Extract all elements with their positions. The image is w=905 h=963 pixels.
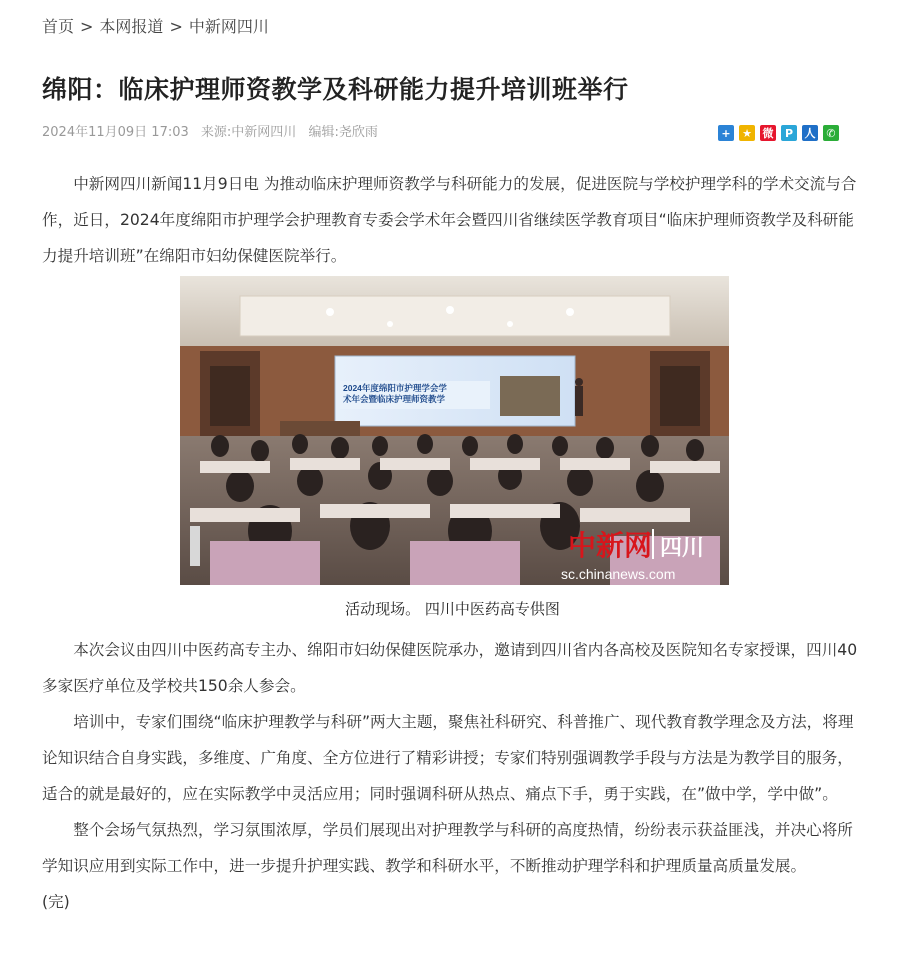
share-toolbar — [718, 125, 839, 141]
article-paragraph: 整个会场气氛热烈，学习氛围浓厚，学员们展现出对护理教学与科研的高度热情，纷纷表示获益匪浅，并决心将所学知识应用到实际工作中，进一步提升护理实践、教学和科研水平，不断推动护理学科和护理质量高质量发展。 — [42, 821, 853, 875]
article-paragraph: 本次会议由四川中医药高专主办、绵阳市妇幼保健医院承办，邀请到四川省内各高校及医院知名专家授课，四川40多家医疗单位及学校共150余人参会。 — [42, 641, 858, 695]
article-meta — [42, 121, 386, 140]
breadcrumb-separator: > — [80, 17, 94, 36]
watermark-url: sc.chinanews.com — [561, 566, 676, 582]
photo-caption: 活动现场。 四川中医药高专供图 — [345, 600, 560, 618]
watermark-region: 四川 — [660, 535, 705, 560]
article-source: 来源:中新网四川 — [200, 125, 297, 140]
article-body-continued — [42, 632, 867, 920]
share-more-icon[interactable]: + — [718, 125, 734, 141]
watermark-brand: 中新网 — [568, 531, 653, 562]
article-paragraph: 中新网四川新闻11月9日电 为推动临床护理师资教学与科研能力的发展，促进医院与学校护理学科的学术交流与合作，近日，2024年度绵阳市护理学会护理教育专委会学术年会暨四川省继续医学教育项目“临床护理师资教学及科研能力提升培训班”在绵阳市妇幼保健医院举行。 — [42, 175, 857, 265]
qzone-icon[interactable]: ★ — [739, 125, 755, 141]
svg-text:2024年度绵阳市护理学会学: 2024年度绵阳市护理学会学 — [343, 383, 447, 393]
article-title: 绵阳：临床护理师资教学及科研能力提升培训班举行 — [42, 75, 629, 104]
breadcrumb-section-link[interactable]: 本网报道 — [99, 17, 164, 36]
svg-text:术年会暨临床护理师资教学: 术年会暨临床护理师资教学 — [343, 394, 446, 404]
article-editor: 编辑:尧欣雨 — [308, 125, 378, 140]
breadcrumb — [42, 14, 269, 37]
wechat-icon[interactable]: ✆ — [823, 125, 839, 141]
breadcrumb-separator: > — [169, 17, 183, 36]
article-photo — [180, 276, 729, 585]
article-body — [42, 166, 867, 274]
weibo-icon[interactable]: 微 — [760, 125, 776, 141]
article-date: 2024年11月09日 17:03 — [42, 125, 189, 140]
tencent-weibo-icon[interactable]: P — [781, 125, 797, 141]
renren-icon[interactable]: 人 — [802, 125, 818, 141]
article-end-mark: (完) — [42, 893, 70, 911]
breadcrumb-home-link[interactable]: 首页 — [42, 17, 75, 36]
breadcrumb-subsection-link[interactable]: 中新网四川 — [188, 17, 269, 36]
article-paragraph: 培训中，专家们围绕“临床护理教学与科研”两大主题，聚焦社科研究、科普推广、现代教育教学理念及方法，将理论知识结合自身实践，多维度、广角度、全方位进行了精彩讲授；专家们特别强调教学手段与方法是为教学目的服务，适合的就是最好的，应在实际教学中灵活应用；同时强调科研从热点、痛点下手，勇于实践，在”做中学，学中做”。 — [42, 713, 854, 803]
